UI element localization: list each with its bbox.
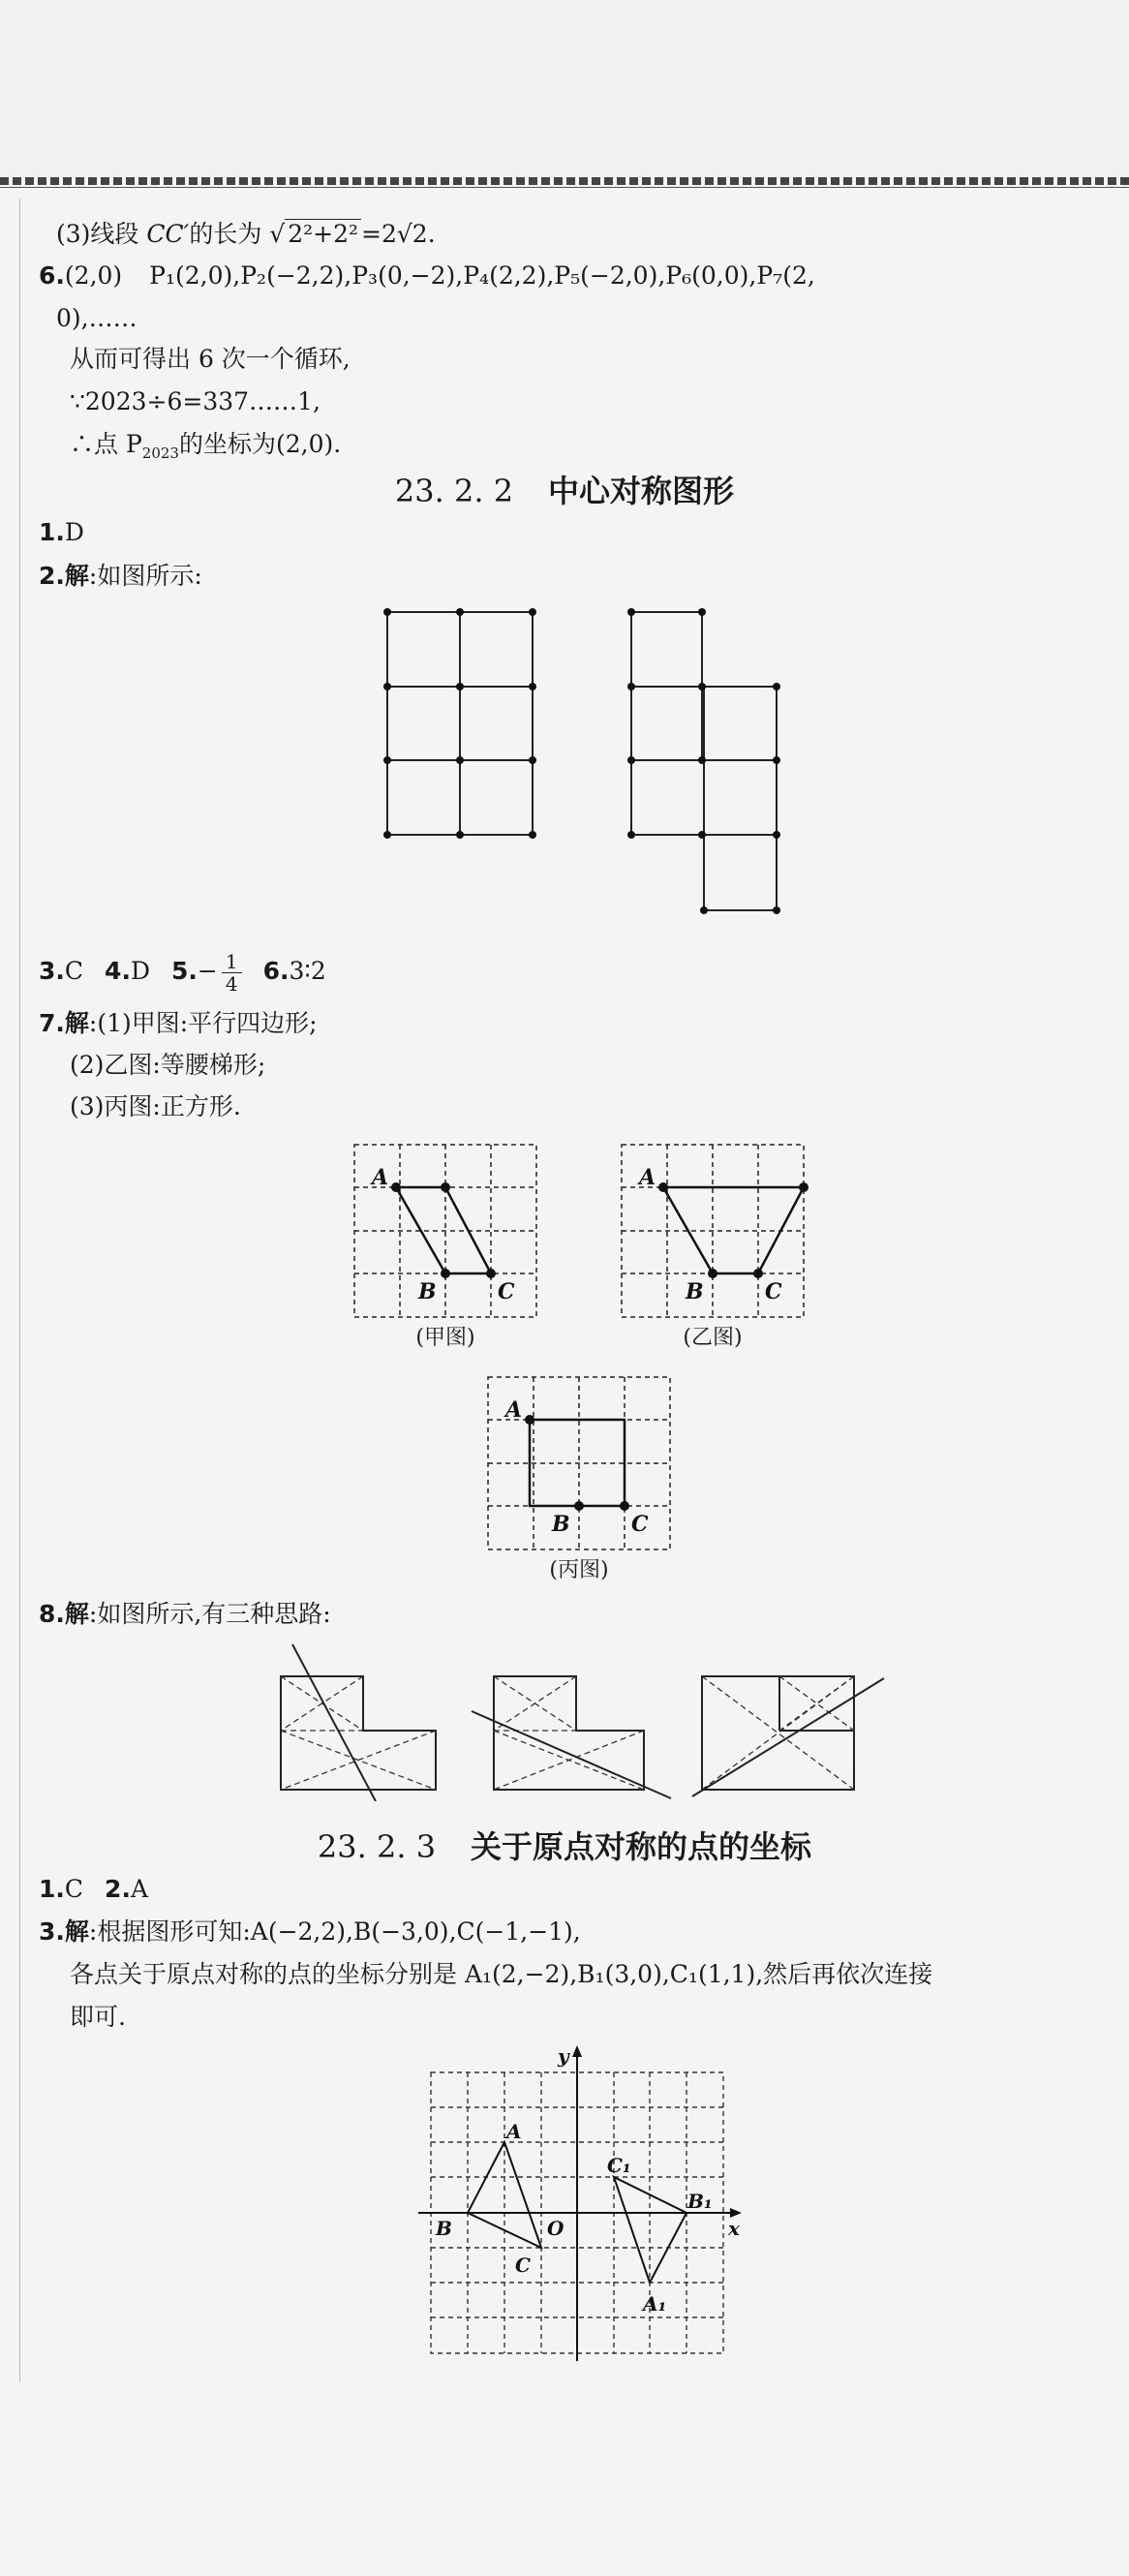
section-title: 关于原点对称的点的坐标 bbox=[471, 1828, 812, 1865]
label-b: B bbox=[418, 1279, 437, 1304]
question-number: 1. bbox=[39, 1875, 65, 1903]
l-shape-1 bbox=[281, 1644, 436, 1801]
label-y: y bbox=[558, 2044, 569, 2068]
answer: 3∶2 bbox=[289, 957, 326, 985]
q8-bisect-figures bbox=[271, 1641, 891, 1801]
label-point-c1: C₁ bbox=[607, 2154, 631, 2177]
s2-q7b: (2)乙图:等腰梯形; bbox=[70, 1051, 266, 1079]
caption-yi: (乙图) bbox=[683, 1326, 743, 1350]
question-number: 1. bbox=[39, 518, 65, 546]
l-shape-3 bbox=[692, 1676, 884, 1796]
text: . bbox=[427, 220, 436, 248]
label-x: x bbox=[728, 2217, 740, 2240]
label-point-a1: A₁ bbox=[643, 2292, 667, 2315]
text: 的坐标为(2,0). bbox=[178, 430, 342, 458]
s2-q8 bbox=[39, 1598, 331, 1631]
label-point-b1: B₁ bbox=[687, 2190, 713, 2213]
points-list: P₁(2,0),P₂(−2,2),P₃(0,−2),P₄(2,2),P₅(−2,0),P₆(0,0),P₇(2, bbox=[149, 261, 815, 290]
subscript: 2023 bbox=[141, 445, 179, 462]
s2-q7a bbox=[39, 1007, 318, 1040]
text: 的长为 bbox=[189, 220, 270, 248]
minus-sign: − bbox=[197, 957, 218, 985]
s2-q7c: (3)丙图:正方形. bbox=[70, 1092, 241, 1120]
coordinate-plane bbox=[416, 2041, 746, 2361]
question-number: 2. bbox=[105, 1875, 131, 1903]
s3-q1-2 bbox=[39, 1873, 148, 1906]
label-b: B bbox=[552, 1512, 570, 1537]
section-heading-23-2-3 bbox=[0, 1823, 1129, 1867]
figure-bing bbox=[484, 1373, 678, 1552]
answer: :如图所示: bbox=[88, 562, 202, 590]
answer: :(1)甲图:平行四边形; bbox=[88, 1009, 318, 1037]
caption-bing: (丙图) bbox=[549, 1558, 609, 1582]
question-number: 7. bbox=[39, 1009, 65, 1037]
label-a: A bbox=[639, 1165, 656, 1190]
label-point-b: B bbox=[436, 2217, 452, 2240]
q2-grid-figures bbox=[378, 600, 794, 920]
y-axis-arrow bbox=[572, 2045, 582, 2057]
s2-q3-6 bbox=[39, 951, 326, 995]
question-number: 3. bbox=[39, 1917, 65, 1946]
q6-line bbox=[39, 260, 815, 292]
section-number: 23. 2. 2 bbox=[394, 473, 514, 509]
answer: D bbox=[64, 518, 84, 546]
numerator: 1 bbox=[222, 951, 242, 973]
answer-lead: 解 bbox=[64, 562, 89, 590]
label-c: C bbox=[631, 1512, 649, 1537]
sqrt-two: √2 bbox=[396, 220, 428, 248]
section-heading-23-2-2 bbox=[0, 467, 1129, 511]
question-number: 5. bbox=[171, 957, 198, 985]
s3-q3c: 即可. bbox=[70, 2003, 126, 2031]
s2-q2 bbox=[39, 560, 202, 593]
question-number: 6. bbox=[39, 261, 65, 290]
answer-lead: 解 bbox=[64, 1009, 89, 1037]
figure-yi bbox=[618, 1141, 811, 1320]
s2-q1 bbox=[39, 516, 84, 549]
figure-jia bbox=[351, 1141, 544, 1320]
answer: :根据图形可知:A(−2,2),B(−3,0),C(−1,−1), bbox=[88, 1917, 581, 1946]
denominator: 4 bbox=[225, 972, 238, 996]
answer: C bbox=[64, 1875, 84, 1903]
answer: (2,0) bbox=[64, 261, 123, 290]
question-number: 6. bbox=[262, 957, 290, 985]
conclusion-line bbox=[70, 428, 341, 470]
question-number: 8. bbox=[39, 1600, 65, 1628]
q5-part3-line bbox=[56, 218, 436, 251]
text: (3)线段 bbox=[56, 220, 147, 248]
division-text: ∵2023÷6=337……1, bbox=[70, 387, 320, 415]
label-c: C bbox=[765, 1279, 782, 1304]
text: ∴点 P bbox=[70, 430, 142, 458]
answer: :如图所示,有三种思路: bbox=[88, 1600, 331, 1628]
label-a: A bbox=[505, 1397, 523, 1423]
answer: D bbox=[130, 957, 150, 985]
fraction bbox=[222, 951, 242, 995]
answer: A bbox=[130, 1875, 149, 1903]
question-number: 3. bbox=[39, 957, 65, 985]
answer-lead: 解 bbox=[64, 1917, 89, 1946]
l-shape-2 bbox=[472, 1676, 671, 1798]
answer: C bbox=[64, 957, 84, 985]
section-title: 中心对称图形 bbox=[548, 473, 735, 509]
answer-lead: 解 bbox=[64, 1600, 89, 1628]
label-a: A bbox=[372, 1165, 389, 1190]
question-number: 4. bbox=[105, 957, 131, 985]
question-number: 2. bbox=[39, 562, 65, 590]
cycle-text: 从而可得出 6 次一个循环, bbox=[70, 345, 351, 373]
label-point-c: C bbox=[515, 2254, 531, 2277]
label-point-a: A bbox=[506, 2120, 522, 2143]
sqrt-radicand: 2²+2² bbox=[285, 219, 361, 248]
label-b: B bbox=[686, 1279, 704, 1304]
s3-q3a bbox=[39, 1916, 581, 1948]
text: =2 bbox=[361, 220, 397, 248]
caption-jia: (甲图) bbox=[415, 1326, 475, 1350]
section-number: 23. 2. 3 bbox=[317, 1828, 437, 1865]
points-list-cont: 0),…… bbox=[56, 304, 137, 332]
sqrt-sign: √ bbox=[269, 220, 286, 248]
s3-q3b: 各点关于原点对称的点的坐标分别是 A₁(2,−2),B₁(3,0),C₁(1,1),然后再依次连接 bbox=[70, 1960, 933, 1988]
segment-cc: CC′ bbox=[146, 220, 190, 248]
label-origin: O bbox=[547, 2217, 564, 2240]
label-c: C bbox=[498, 1279, 515, 1304]
